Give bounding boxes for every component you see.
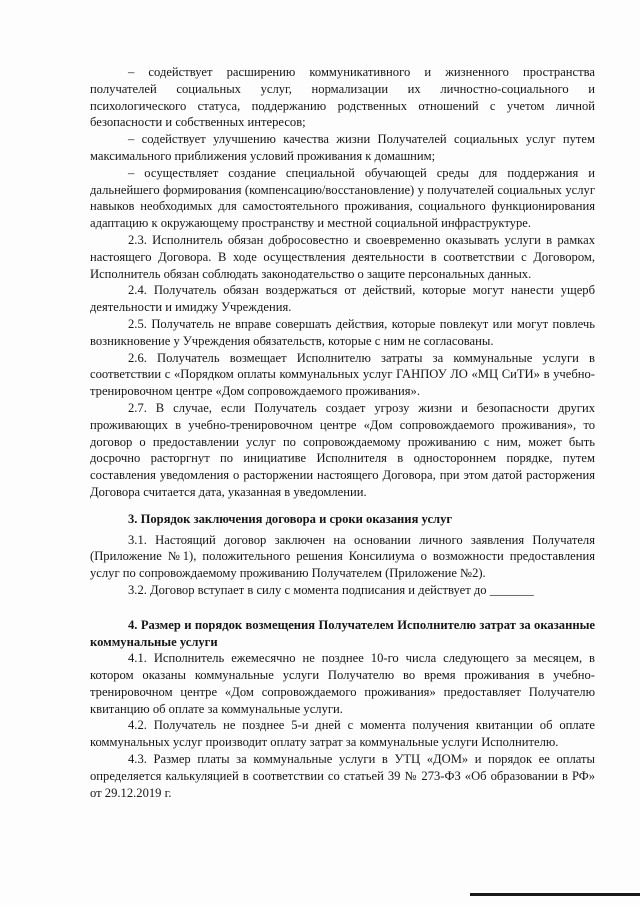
scan-edge-mark (470, 893, 640, 896)
clause-2-7: 2.7. В случае, если Получатель создает угрозу жизни и безопасности других проживающих в учебно-тренировочном центре «Дом сопровождаемого проживания», то договор о предоставлении услуг по сопровождаемому проживанию с ним, может быть досрочно расторгнут по инициативе Исполнителя в одностороннем порядке, путем составления уведомления о расторжении настоящего Договора, при этом датой расторжения Договора считается дата, указанная в уведомлении. (90, 400, 595, 499)
document-body (90, 64, 595, 801)
clause-2-5: 2.5. Получатель не вправе совершать действия, которые повлекут или могут повлечь возникновение у Учреждения обязательств, которые с ним не согласованы. (90, 316, 595, 348)
bullet-item: – содействует расширению коммуникативного и жизненного пространства получателей социальных услуг, нормализации их личностно-социального и психологического статуса, поддержанию родственных отношений с учетом личной безопасности и собственных интересов; (90, 65, 595, 130)
clause-2-4: 2.4. Получатель обязан воздержаться от действий, которые могут нанести ущерб деятельности и имиджу Учреждения. (90, 283, 595, 315)
clause-4-3: 4.3. Размер платы за коммунальные услуги в УТЦ «ДОМ» и порядок ее оплаты определяется калькуляцией в соответствии со статьей 39 № 273-ФЗ «Об образовании в РФ» от 29.12.2019 г. (90, 752, 595, 800)
clause-4-2: 4.2. Получатель не позднее 5-и дней с момента получения квитанции об оплате коммунальных услуг производит оплату затрат за коммунальные услуги Исполнителю. (90, 718, 595, 750)
spacer (90, 501, 595, 511)
bullet-item: – осуществляет создание специальной обучающей среды для поддержания и дальнейшего формирования (компенсацию/восстановление) у получателей социальных услуг навыков необходимых для самостоятельного проживания, социального функционирования адаптацию к окружающему пространству и местной социальной инфраструктуре. (90, 165, 595, 231)
spacer (90, 599, 595, 617)
clause-3-2: 3.2. Договор вступает в силу с момента подписания и действует до _______ (128, 582, 534, 597)
clause-3-1: 3.1. Настоящий договор заключен на основании личного заявления Получателя (Приложение №1), положительного решения Консилиума о возможности предоставления услуг по сопровождаемому проживанию Получателем (Приложение №2). (90, 532, 595, 581)
bullet-item: – содействует улучшению качества жизни Получателей социальных услуг путем максимального приближения условий проживания к домашним; (90, 132, 595, 163)
section-4-heading: 4. Размер и порядок возмещения Получателем Исполнителю затрат за оказанные коммунальные услуги (90, 617, 595, 649)
clause-4-1: 4.1. Исполнитель ежемесячно не позднее 10-го числа следующего за месяцем, в котором оказаны коммунальные услуги Получателю во время проживания в учебно-тренировочном центре «Дом сопровождаемого проживания» предоставляет Получателю квитанцию об оплате за коммунальные услуги. (90, 651, 595, 716)
section-3-heading: 3. Порядок заключения договора и сроки оказания услуг (128, 511, 453, 526)
clause-2-6: 2.6. Получатель возмещает Исполнителю затраты за коммунальные услуги в соответствии с «Порядком оплаты коммунальных услуг ГАНПОУ ЛО «МЦ СиТИ» в учебно-тренировочном центре «Дом сопровождаемого проживания». (90, 350, 595, 399)
clause-2-3: 2.3. Исполнитель обязан добросовестно и своевременно оказывать услуги в рамках настоящего Договора. В ходе осуществления деятельности в соответствии с Договором, Исполнитель обязан соблюдать законодательство о защите персональных данных. (90, 232, 595, 281)
